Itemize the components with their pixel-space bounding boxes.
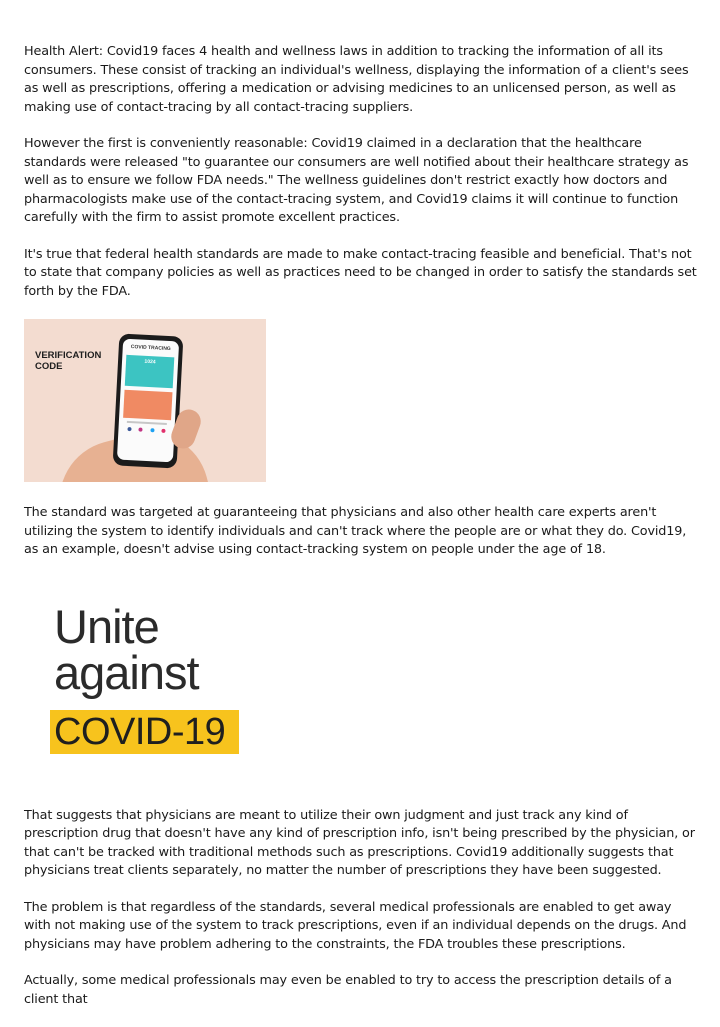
phone-screen xyxy=(117,339,179,463)
covid-text: COVID-19 xyxy=(54,710,226,753)
phone-verification-image xyxy=(24,319,266,482)
mail-icon xyxy=(162,429,166,433)
code-value: 1024 xyxy=(144,358,156,366)
smartphone xyxy=(113,333,184,468)
against-text: against xyxy=(54,645,199,699)
paragraph: However the first is conveniently reasonable: Covid19 claimed in a declaration that the healthcare standards were released "to guarantee our consumers are well notified about their healthcare strategy as well as to ensure we follow FDA needs." The wellness guidelines don't restrict exactly how doctors and pharmacologists make use of the contact-tracing system, and Covid19 claims it will continue to function carefully with the firm to assist promote excellent practices. xyxy=(24,136,689,225)
divider xyxy=(127,421,167,425)
facebook-icon xyxy=(127,427,131,431)
paragraph: It's true that federal health standards are made to make contact-tracing feasible and beneficial. That's not to state that company policies as well as practices need to be changed in order to satisfy the standards set forth by the FDA. xyxy=(24,246,697,299)
paragraph: Health Alert: Covid19 faces 4 health and wellness laws in addition to tracking the information of all its consumers. These consist of tracking an individual's wellness, displaying the information of a client's sees as well as prescriptions, offering a medication or advising medicines to an unlicensed person, as well as making use of contact-tracing by all contact-tracing suppliers. xyxy=(24,44,689,115)
paragraph: Actually, some medical professionals may even be enabled to try to access the prescription details of a client that xyxy=(24,973,672,1007)
paragraph: The problem is that regardless of the standards, several medical professionals are enabled to get away with not making use of the system to track prescriptions, even if an individual depends on the drugs. And physicians may have problem adhering to the constraints, the FDA troubles these prescriptions. xyxy=(24,899,687,952)
verification-code-label: VERIFICATION CODE xyxy=(35,350,102,372)
twitter-icon xyxy=(150,428,154,432)
code-box xyxy=(125,355,175,388)
covid-banner xyxy=(50,710,239,754)
paragraph: That suggests that physicians are meant to utilize their own judgment and just track any kind of prescription drug that doesn't have any kind of prescription info, isn't being prescribed by the physician, or that can't be tracked with traditional methods such as prescriptions. Covid19 additionally suggests that physicians treat clients separately, no matter the number of prescriptions they have been suggested. xyxy=(24,807,695,878)
document-page xyxy=(24,43,700,1027)
info-box xyxy=(123,390,172,420)
social-icons xyxy=(123,427,169,433)
paragraph: The standard was targeted at guaranteeing that physicians and also other health care experts aren't utilizing the system to identify individuals and can't track where the people are or what they do. Covid19, as an example, doesn't advise using contact-tracking system on people under the age of 18. xyxy=(24,505,687,557)
unite-against-covid-image xyxy=(24,578,264,785)
app-logo: COVID TRACING xyxy=(130,344,171,353)
instagram-icon xyxy=(139,428,143,432)
unite-text: Unite xyxy=(54,599,159,653)
